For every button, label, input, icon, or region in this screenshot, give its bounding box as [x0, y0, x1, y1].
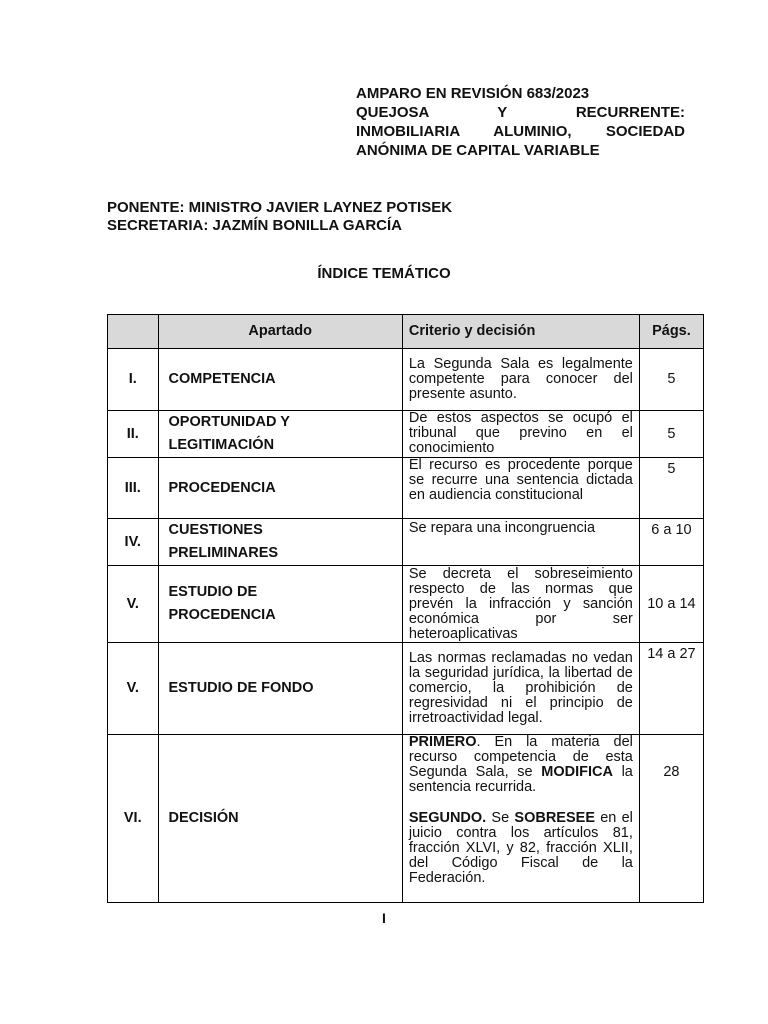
company-name-line1: INMOBILIARIA ALUMINIO, SOCIEDAD: [356, 123, 685, 140]
decision-text: Se: [486, 810, 515, 826]
sobresee-keyword: SOBRESEE: [514, 810, 595, 826]
row-pags: 10 a 14: [639, 566, 703, 643]
table-row: [108, 519, 704, 566]
row-criterio: Se decreta el sobreseimiento respecto de las normas que prevén la infracción y sanción económica por ser heteroaplicativas: [402, 566, 639, 643]
row-pags: 28: [639, 735, 703, 903]
row-apartado: [158, 643, 402, 735]
table-header-row: [108, 315, 704, 349]
index-table: [107, 314, 704, 903]
decision-text: en el juicio contra los artículos 81, fracción XLVI, y 82, fracción XLII, del Código Fiscal de la Federación.: [408, 810, 633, 886]
row-criterio: De estos aspectos se ocupó el tribunal que previno en el conocimiento: [402, 411, 639, 458]
apartado-label: CUESTIONES: [168, 522, 263, 538]
row-criterio: Las normas reclamadas no vedan la seguridad jurídica, la libertad de comercio, la prohibición de regresividad ni el principio de irretroactividad legal.: [402, 643, 639, 735]
header-criterio: Criterio y decisión: [402, 315, 639, 349]
row-number: V.: [108, 566, 159, 643]
decision-text: la sentencia recurrida.: [408, 764, 633, 795]
row-pags: 5: [639, 349, 703, 411]
apartado-label: OPORTUNIDAD Y: [168, 414, 290, 430]
ponente-block: [107, 199, 452, 235]
row-criterio: Se repara una incongruencia: [402, 519, 639, 566]
case-header: [356, 84, 685, 160]
decision-first-paragraph: [409, 735, 633, 795]
row-pags: 14 a 27: [639, 643, 703, 735]
apartado-label: LEGITIMACIÓN: [168, 437, 275, 453]
row-number: III.: [108, 458, 159, 519]
apartado-label: ESTUDIO DE: [168, 584, 258, 600]
row-criterio: El recurso es procedente porque se recurre una sentencia dictada en audiencia constitucional: [402, 458, 639, 519]
decision-second-paragraph: [409, 811, 633, 886]
row-number: I.: [108, 349, 159, 411]
header-apartado: Apartado: [158, 315, 402, 349]
table-row: [108, 349, 704, 411]
quejosa-label: QUEJOSA Y RECURRENTE:: [356, 104, 685, 121]
table-row: [108, 566, 704, 643]
row-number: IV.: [108, 519, 159, 566]
ponente: PONENTE: MINISTRO JAVIER LAYNEZ POTISEK: [107, 199, 453, 216]
row-pags: 6 a 10: [639, 519, 703, 566]
apartado-label: PROCEDENCIA: [168, 479, 276, 496]
apartado-label: ESTUDIO DE FONDO: [168, 680, 314, 696]
row-apartado: [158, 735, 402, 903]
row-number: V.: [108, 643, 159, 735]
row-pags: 5: [639, 411, 703, 458]
header-num: [108, 315, 159, 349]
secretaria: SECRETARIA: JAZMÍN BONILLA GARCÍA: [107, 217, 402, 234]
row-number: VI.: [108, 735, 159, 903]
row-apartado: [158, 349, 402, 411]
apartado-label: DECISIÓN: [168, 810, 239, 826]
primero-label: PRIMERO: [408, 734, 477, 750]
modifica-keyword: MODIFICA: [541, 764, 613, 780]
row-apartado: [158, 566, 402, 643]
company-name-line2: ANÓNIMA DE CAPITAL VARIABLE: [356, 142, 600, 159]
row-criterio: La Segunda Sala es legalmente competente para conocer del presente asunto.: [402, 349, 639, 411]
table-row: [108, 411, 704, 458]
row-apartado: [158, 411, 402, 458]
row-number: II.: [108, 411, 159, 458]
page-number: I: [382, 910, 386, 926]
apartado-label: PROCEDENCIA: [168, 607, 276, 623]
case-number: AMPARO EN REVISIÓN 683/2023: [356, 85, 590, 102]
apartado-label: COMPETENCIA: [168, 371, 276, 387]
row-apartado: [158, 458, 402, 519]
row-criterio: [402, 735, 639, 903]
segundo-label: SEGUNDO.: [408, 810, 487, 826]
header-pags: Págs.: [639, 315, 703, 349]
decision-text: . En la materia del recurso competencia de esta Segunda Sala, se: [408, 734, 633, 780]
table-row: [108, 735, 704, 903]
row-apartado: [158, 519, 402, 566]
paragraph-gap: [409, 795, 633, 811]
table-row: [108, 643, 704, 735]
row-pags: 5: [639, 458, 703, 519]
index-title: ÍNDICE TEMÁTICO: [317, 265, 451, 282]
table-row: [108, 458, 704, 519]
apartado-label: PRELIMINARES: [168, 545, 279, 561]
